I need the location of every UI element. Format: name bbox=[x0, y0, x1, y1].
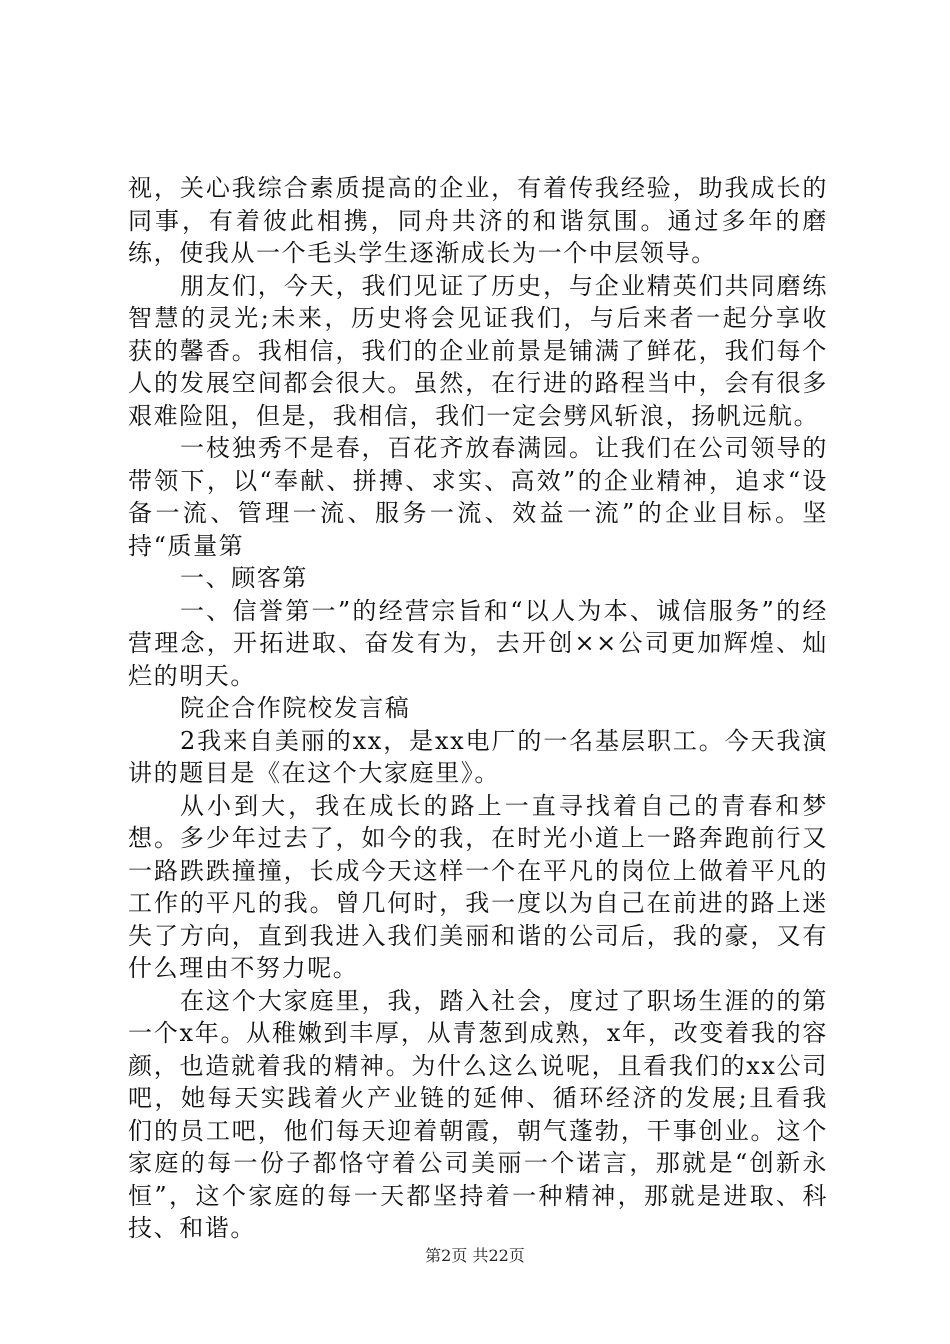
paragraph-intro: 2我来自美丽的xx，是xx电厂的一名基层职工。今天我演讲的题目是《在这个大家庭里》。 bbox=[128, 726, 828, 787]
paragraph-continued: 视，关心我综合素质提高的企业，有着传我经验，助我成长的同事，有着彼此相携，同舟共济的和谐氛围。通过多年的磨练，使我从一个毛头学生逐渐成长为一个中层领导。 bbox=[128, 174, 828, 267]
paragraph-customer-first: 一、顾客第 bbox=[180, 564, 308, 592]
paragraph-credit-first: 一、信誉第一”的经营宗旨和“以人为本、诚信服务”的经营理念，开拓进取、奋发有为，去开创××公司更加辉煌、灿烂的明天。 bbox=[128, 596, 828, 690]
paragraph-friends: 朋友们，今天，我们见证了历史，与企业精英们共同磨练智慧的灵光;未来，历史将会见证我们，与后来者一起分享收获的馨香。我相信，我们的企业前景是铺满了鲜花，我们每个人的发展空间都会很大。虽然，在行进的路程当中，会有很多艰难险阻，但是，我相信，我们一定会劈风斩浪，扬帆远航。 bbox=[128, 271, 828, 430]
document-body bbox=[128, 172, 828, 1245]
section-heading: 院企合作院校发言稿 bbox=[180, 694, 411, 722]
paragraph-big-family: 在这个大家庭里，我，踏入社会，度过了职场生涯的的第一个x年。从稚嫩到丰厚，从青葱到成熟，x年，改变着我的容颜，也造就着我的精神。为什么这么说呢，且看我们的xx公司吧，她每天实践着火产业链的延伸、循环经济的发展;且看我们的员工吧，他们每天迎着朝霞，朝气蓬勃，干事创业。这个家庭的每一份子都恪守着公司美丽一个诺言，那就是“创新永恒”，这个家庭的每一天都坚持着一种精神，那就是进取、科技、和谐。 bbox=[128, 986, 828, 1242]
paragraph-spring: 一枝独秀不是春，百花齐放春满园。让我们在公司领导的带领下，以“奉献、拼搏、求实、高效”的企业精神，追求“设备一流、管理一流、服务一流、效益一流”的企业目标。坚持“质量第 bbox=[128, 434, 828, 560]
paragraph-growing-up: 从小到大，我在成长的路上一直寻找着自己的青春和梦想。多少年过去了，如今的我，在时光小道上一路奔跑前行又一路跌跌撞撞，长成今天这样一个在平凡的岗位上做着平凡的工作的平凡的我。曾几何时，我一度以为自己在前进的路上迷失了方向，直到我进入我们美丽和谐的公司后，我的豪，又有什么理由不努力呢。 bbox=[128, 791, 828, 982]
page-number-footer: 第2页 共22页 bbox=[425, 1246, 525, 1265]
